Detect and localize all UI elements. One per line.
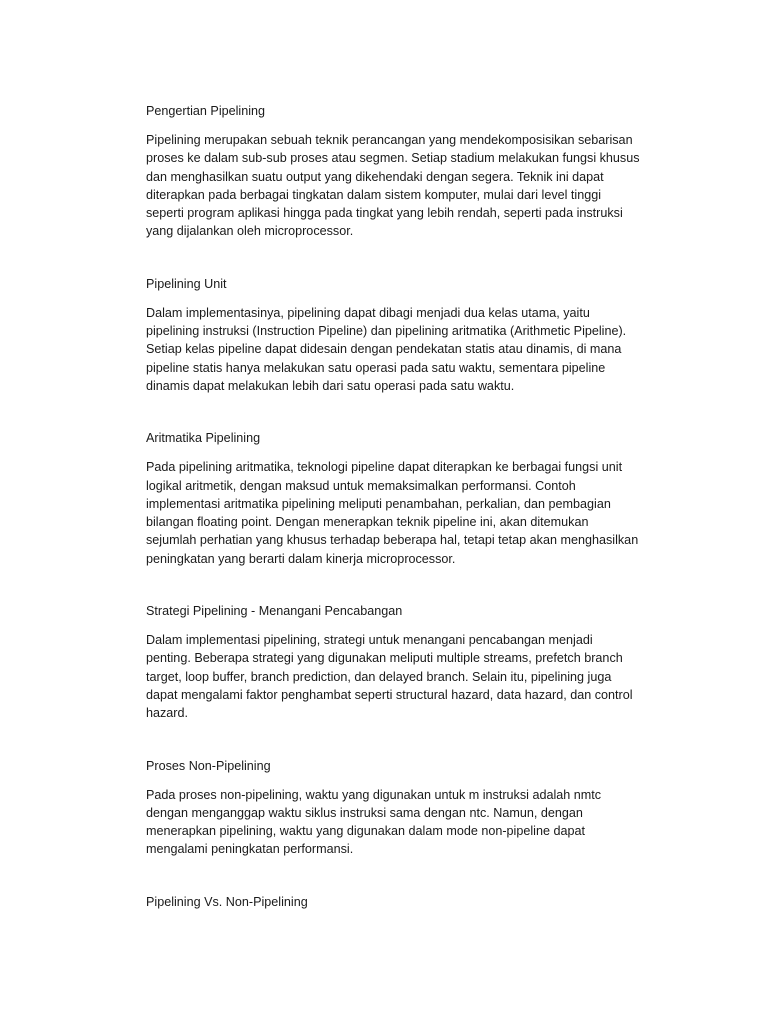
paragraph-line: proses ke dalam sub-sub proses atau segmen. Setiap stadium melakukan fungsi khusus [146,151,640,166]
section [146,102,661,241]
paragraph-line: pipeline statis hanya melakukan satu operasi pada satu waktu, sementara pipeline [146,360,606,375]
paragraph-line: implementasi aritmatika pipelining meliputi penambahan, perkalian, dan pembagian [146,496,611,511]
section [146,275,661,395]
section-heading: Pipelining Unit [146,276,227,291]
section-heading: Proses Non-Pipelining [146,758,271,773]
section [146,893,661,911]
paragraph-line: Pipelining merupakan sebuah teknik perancangan yang mendekomposisikan sebarisan [146,133,633,147]
section-heading: Pengertian Pipelining [146,104,266,118]
section-heading: Pipelining Vs. Non-Pipelining [146,894,308,909]
section-paragraph [146,458,661,568]
paragraph-line: penting. Beberapa strategi yang digunakan meliputi multiple streams, prefetch branch [146,651,623,666]
paragraph-line: dapat mengalami faktor penghambat seperti structural hazard, data hazard, dan control [146,687,633,702]
section [146,757,661,859]
paragraph-line: bilangan floating point. Dengan menerapkan teknik pipeline ini, akan ditemukan [146,515,589,530]
section-heading: Strategi Pipelining - Menangani Pencabangan [146,604,403,619]
section-heading: Aritmatika Pipelining [146,431,261,446]
paragraph-line: hazard. [146,706,189,721]
paragraph-line: yang dijalankan oleh microprocessor. [146,224,354,239]
paragraph-line: dan menghasilkan suatu output yang dikehendaki dengan segera. Teknik ini dapat [146,169,604,184]
paragraph-line: logikal aritmetik, dengan maksud untuk memaksimalkan performansi. Contoh [146,478,576,493]
paragraph-line: mengalami peningkatan performansi. [146,842,354,857]
paragraph-line: Setiap kelas pipeline dapat didesain dengan pendekatan statis atau dinamis, di mana [146,342,622,357]
paragraph-line: peningkatan yang berarti dalam kinerja microprocessor. [146,551,456,566]
section-paragraph [146,304,661,395]
section-spacer [146,723,661,757]
paragraph-line: menerapkan pipelining, waktu yang digunakan dalam mode non-pipeline dapat [146,824,585,839]
paragraph-line: pipelining instruksi (Instruction Pipeline) dan pipelining aritmatika (Arithmetic Pipeline). [146,324,627,339]
paragraph-line: Dalam implementasinya, pipelining dapat dibagi menjadi dua kelas utama, yaitu [146,305,590,320]
paragraph-line: dinamis dapat melakukan lebih dari satu operasi pada satu waktu. [146,378,515,393]
section-spacer [146,241,661,275]
section [146,602,661,722]
section-paragraph [146,131,661,241]
paragraph-line: Pada pipelining aritmatika, teknologi pipeline dapat diterapkan ke berbagai fungsi unit [146,460,623,475]
section-spacer [146,568,661,602]
paragraph-line: dengan menganggap waktu siklus instruksi sama dengan ntc. Namun, dengan [146,805,583,820]
section-paragraph [146,631,661,722]
document-body [146,102,661,922]
section-spacer [146,859,661,893]
paragraph-line: seperti program aplikasi hingga pada tingkat yang lebih rendah, seperti pada instruksi [146,206,623,221]
paragraph-line: Dalam implementasi pipelining, strategi untuk menangani pencabangan menjadi [146,633,593,648]
paragraph-line: Pada proses non-pipelining, waktu yang digunakan untuk m instruksi adalah nmtc [146,787,602,802]
section-spacer [146,395,661,429]
section [146,429,661,568]
paragraph-line: sejumlah perhatian yang khusus terhadap beberapa hal, tetapi tetap akan menghasilkan [146,533,639,548]
section-paragraph [146,786,661,859]
paragraph-line: diterapkan pada berbagai tingkatan dalam sistem komputer, mulai dari level tinggi [146,187,602,202]
paragraph-line: target, loop buffer, branch prediction, dan delayed branch. Selain itu, pipelining juga [146,669,612,684]
